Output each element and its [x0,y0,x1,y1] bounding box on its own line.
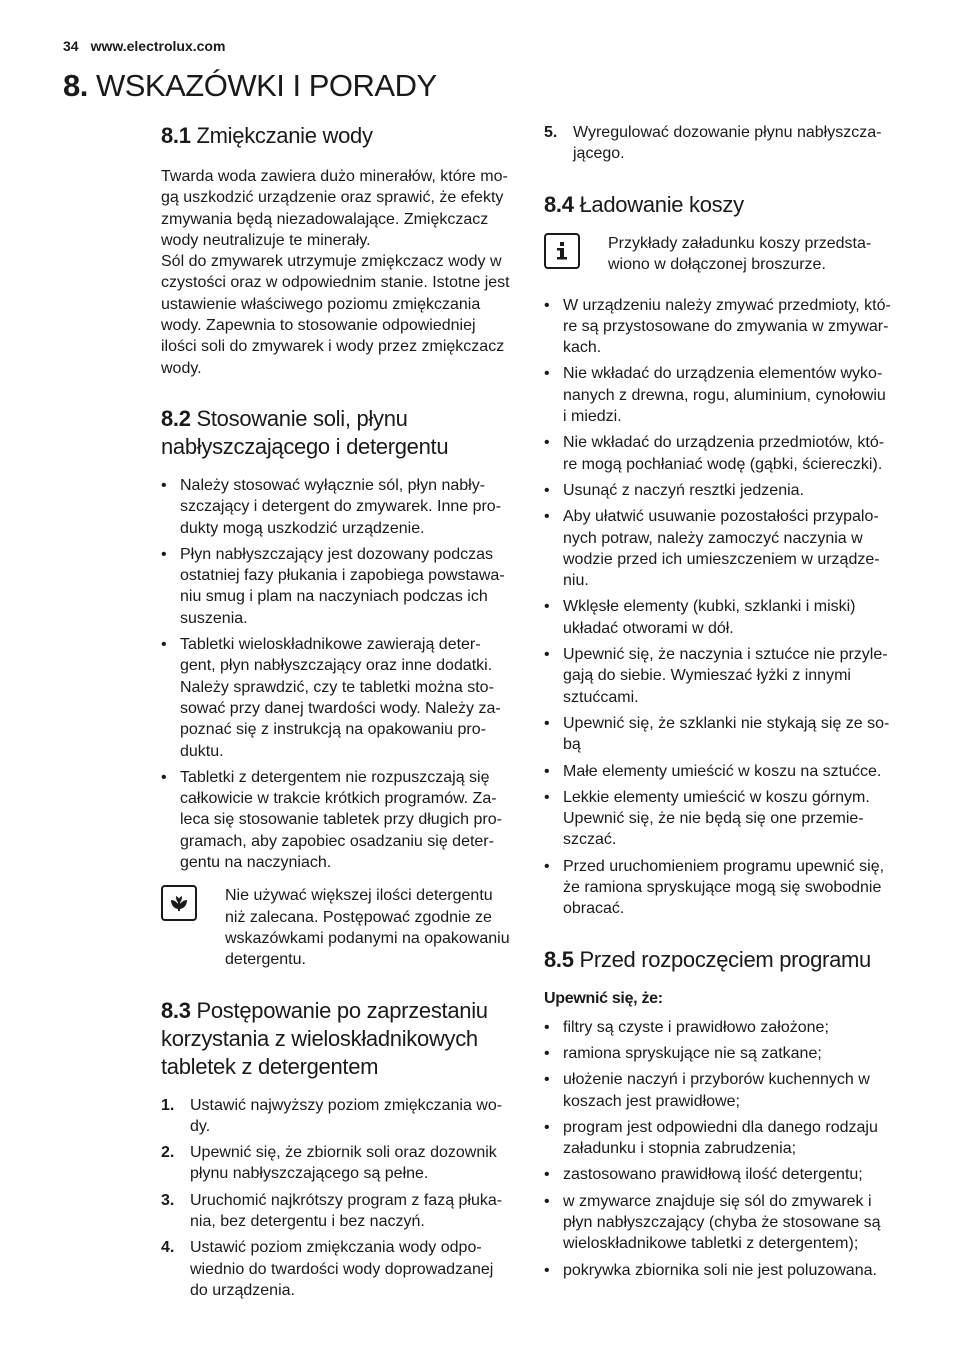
section-number: 8.5 [544,946,574,972]
section-title: Przed rozpoczęciem programu [579,946,871,972]
numbered-step [161,1190,513,1233]
step-number: 3. [161,1191,175,1209]
section-8-5-bullet-list [544,1017,896,1281]
chapter-number: 8. [63,68,88,103]
list-item [544,506,896,591]
list-item [161,634,513,762]
bullet-marker: • [544,1071,550,1089]
bullet-marker: • [544,481,550,499]
info-icon [544,233,580,269]
bullet-marker: • [544,646,550,664]
numbered-step [161,1095,513,1138]
section-8-5-heading [544,946,896,974]
list-item [544,1117,896,1160]
bullet-marker: • [544,762,550,780]
info-note-text: Przykłady załadunku koszy przedsta- wiono w dołączonej broszurze. [608,234,872,273]
list-item-text: filtry są czyste i prawidłowo założone; [563,1018,829,1036]
bullet-marker: • [544,1166,550,1184]
bullet-marker: • [544,434,550,452]
bullet-marker: • [544,1118,550,1136]
right-column [544,122,896,1286]
section-8-1-paragraph-2: Sól do zmywarek utrzymuje zmiękczacz wody w czystości oraz w odpowiednim stanie. Istotne jest ustawienie właściwego poziomu zmiękczania wody. Zapewnia to stosowanie odpowiedniej ilości soli do zmywarek i wody przez zmiękczacz wody. [161,253,510,377]
section-8-3-steps [161,1095,513,1302]
list-item [544,295,896,359]
list-item [544,432,896,475]
section-number: 8.3 [161,997,191,1023]
section-number: 8.2 [161,405,191,431]
list-item-text: Upewnić się, że szklanki nie stykają się ze so- bą [563,714,890,754]
list-item [544,363,896,427]
bullet-marker: • [161,636,167,654]
bullet-marker: • [544,714,550,732]
step-number: 4. [161,1239,175,1257]
section-title: Ładowanie koszy [579,191,744,217]
step-number: 1. [161,1096,175,1114]
list-item-text: Lekkie elementy umieścić w koszu górnym. Upewnić się, że nie będą się one przemie- szczać. [563,788,870,849]
section-title: Stosowanie soli, płynu nabłyszczającego i detergentu [161,405,449,459]
section-number: 8.1 [161,123,191,148]
section-8-4-heading [544,191,896,219]
list-item [544,1043,896,1064]
list-item-text: Tabletki wieloskładnikowe zawierają deter- gent, płyn nabłyszczający oraz inne dodatki. Należy sprawdzić, czy te tabletki można sto- sować przy danej twardości wody. Należy za- poznać się z instrukcją na opakowaniu pro- duktu. [180,636,501,760]
step-text: Ustawić najwyższy poziom zmiękczania wo- dy. [190,1096,503,1135]
section-number: 8.4 [544,191,574,217]
list-item-text: ułożenie naczyń i przyborów kuchennych w koszach jest prawidłowe; [563,1071,870,1110]
step-number: 2. [161,1144,175,1162]
info-note [544,233,896,277]
page-header [63,38,225,54]
bullet-marker: • [544,296,550,314]
list-item-text: Upewnić się, że naczynia i sztućce nie przyle- gają do siebie. Wymieszać łyżki z innymi sztućcami. [563,646,888,706]
list-item-text: W urządzeniu należy zmywać przedmioty, któ- re są przystosowane do zmywania w zmywar- kach. [563,296,891,357]
chapter-title [63,68,437,104]
section-8-1-paragraph-1: Twarda woda zawiera dużo minerałów, które mo- gą uszkodzić urządzenie oraz sprawić, że efekty zmywania będą niezadowalające. Zmiękczacz wody neutralizuje te minerały. [161,168,508,249]
list-item [161,767,513,873]
bullet-marker: • [544,1192,550,1210]
list-item [161,544,513,629]
section-8-3-steps-continued [544,122,896,165]
section-title: Postępowanie po zaprzestaniu korzystania z wieloskładnikowych tabletek z detergentem [161,997,488,1079]
section-8-2-bullet-list [161,475,513,873]
list-item [544,787,896,851]
chapter-title-text: WSKAZÓWKI I PORADY [95,68,437,103]
page-number: 34 [63,38,79,54]
website-url: www.electrolux.com [90,38,226,54]
list-item [544,713,896,756]
list-item [544,480,896,501]
bullet-marker: • [161,545,167,563]
left-column [161,122,513,1306]
list-item [544,596,896,639]
list-item-text: ramiona spryskujące nie są zatkane; [563,1044,822,1062]
list-item-text: zastosowano prawidłową ilość detergentu; [563,1166,863,1184]
list-item-text: Przed uruchomieniem programu upewnić się, że ramiona spryskujące mogą się swobodnie obracać. [563,857,885,918]
list-item-text: Nie wkładać do urządzenia przedmiotów, któ- re mogą pochłaniać wodę (gąbki, ściereczki). [563,434,885,473]
section-8-1-heading [161,122,513,150]
step-text: Uruchomić najkrótszy program z fazą płuka- nia, bez detergentu i bez naczyń. [190,1191,503,1230]
list-item [544,1164,896,1185]
list-item-text: Małe elementy umieścić w koszu na sztućce. [563,762,882,780]
bullet-marker: • [544,598,550,616]
numbered-step [544,122,896,165]
list-item-text: program jest odpowiedni dla danego rodzaju załadunku i stopnia zabrudzenia; [563,1118,878,1158]
list-item [544,644,896,708]
list-item-text: Wklęsłe elementy (kubki, szklanki i miski) układać otworami w dół. [563,598,856,637]
bullet-marker: • [544,365,550,383]
list-item [544,1191,896,1255]
list-item [544,856,896,920]
list-item-text: Nie wkładać do urządzenia elementów wyko- nanych z drewna, rogu, aluminium, cynołowiu i miedzi. [563,365,886,426]
section-8-3-heading [161,997,513,1081]
numbered-step [161,1142,513,1185]
bullet-marker: • [544,508,550,526]
list-item-text: Należy stosować wyłącznie sól, płyn nabły- szczający i detergent do zmywarek. Inne pro- dukty mogą uszkodzić urządzenie. [180,476,502,537]
section-8-5-subheading: Upewnić się, że: [544,989,663,1007]
bullet-marker: • [544,857,550,875]
list-item [544,761,896,782]
bullet-marker: • [161,768,167,786]
numbered-step [161,1237,513,1301]
list-item [544,1017,896,1038]
list-item-text: w zmywarce znajduje się sól do zmywarek i płyn nabłyszczający (chyba że stosowane są wieloskładnikowe tabletki z detergentem); [563,1192,881,1253]
section-title: Zmiękczanie wody [196,123,373,148]
step-text: Upewnić się, że zbiornik soli oraz dozownik płynu nabłyszczającego są pełne. [190,1144,497,1183]
list-item-text: Usunąć z naczyń resztki jedzenia. [563,481,804,499]
step-text: Ustawić poziom zmiękczania wody odpo- wiednio do twardości wody doprowadzanej do urządzenia. [190,1239,494,1299]
step-text: Wyregulować dozowanie płynu nabłyszcza- jącego. [573,124,882,163]
environment-flower-icon [161,885,197,921]
bullet-marker: • [544,1261,550,1279]
section-8-4-bullet-list [544,295,896,920]
bullet-marker: • [161,476,167,494]
list-item [161,475,513,539]
list-item-text: Płyn nabłyszczający jest dozowany podczas ostatniej fazy płukania i zapobiega powstawa- niu smug i plam na naczyniach podczas ich suszenia. [180,545,505,627]
list-item [544,1069,896,1112]
step-number: 5. [544,124,558,141]
bullet-marker: • [544,788,550,806]
list-item-text: Aby ułatwić usuwanie pozostałości przypalo- nych potraw, należy zamoczyć naczynia w wodzie przed ich umieszczeniem w urządze- niu. [563,508,880,590]
list-item-text: pokrywka zbiornika soli nie jest poluzowana. [563,1261,877,1279]
bullet-marker: • [544,1018,550,1036]
section-8-2-heading [161,405,513,461]
list-item [544,1260,896,1281]
list-item-text: Tabletki z detergentem nie rozpuszczają się całkowicie w trakcie krótkich programów. Za- leca się stosowanie tabletek przy długich pro- gramach, aby zapobiec osadzaniu się deter- gentu na naczyniach. [180,768,502,872]
environment-note-text: Nie używać większej ilości detergentu niż zalecana. Postępować zgodnie ze wskazówkami podanymi na opakowaniu detergentu. [225,887,510,969]
bullet-marker: • [544,1044,550,1062]
environment-note [161,885,513,970]
